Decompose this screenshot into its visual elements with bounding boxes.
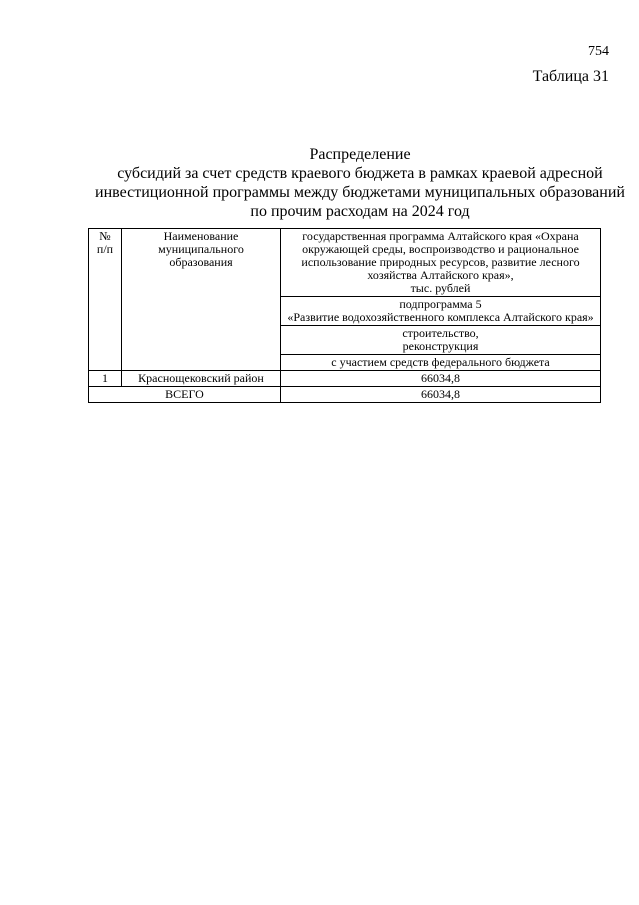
title-line-2: субсидий за счет средств краевого бюджета в рамках краевой адресной [117,165,603,182]
header-subprogram-text: подпрограмма 5 «Развитие водохозяйственного комплекса Алтайского края» [287,297,594,324]
header-program-text: государственная программа Алтайского края «Охрана окружающей среды, воспроизводство и рациональное использование природных ресурсов, развитие лесного хозяйства Алтайского края», тыс. рублей [301,229,580,295]
header-federal [281,355,601,371]
title-line-3: инвестиционной программы между бюджетами муниципальных образований [95,184,625,201]
header-num-text: № п/п [96,229,114,256]
header-name [122,229,281,371]
document-title [60,145,639,221]
header-federal-text: с участием средств федерального бюджета [331,355,550,369]
header-num [89,229,122,371]
header-construction-text: строительство, реконструкция [402,326,479,353]
total-value: 66034,8 [281,387,601,403]
header-construction [281,326,601,355]
title-line-4: по прочим расходам на 2024 год [250,203,470,220]
table-row [89,371,601,387]
table-total-row [89,387,601,403]
table-caption: Таблица 31 [532,68,609,85]
total-label: ВСЕГО [89,387,281,403]
page-number: 754 [588,44,609,59]
row-value: 66034,8 [281,371,601,387]
table-header-row [89,229,601,297]
subsidy-table [88,228,601,403]
row-num: 1 [89,371,122,387]
header-subprogram [281,297,601,326]
header-program [281,229,601,297]
title-line-1: Распределение [309,146,411,163]
header-name-text: Наименование муниципального образования [158,229,244,269]
row-name: Краснощековский район [122,371,281,387]
